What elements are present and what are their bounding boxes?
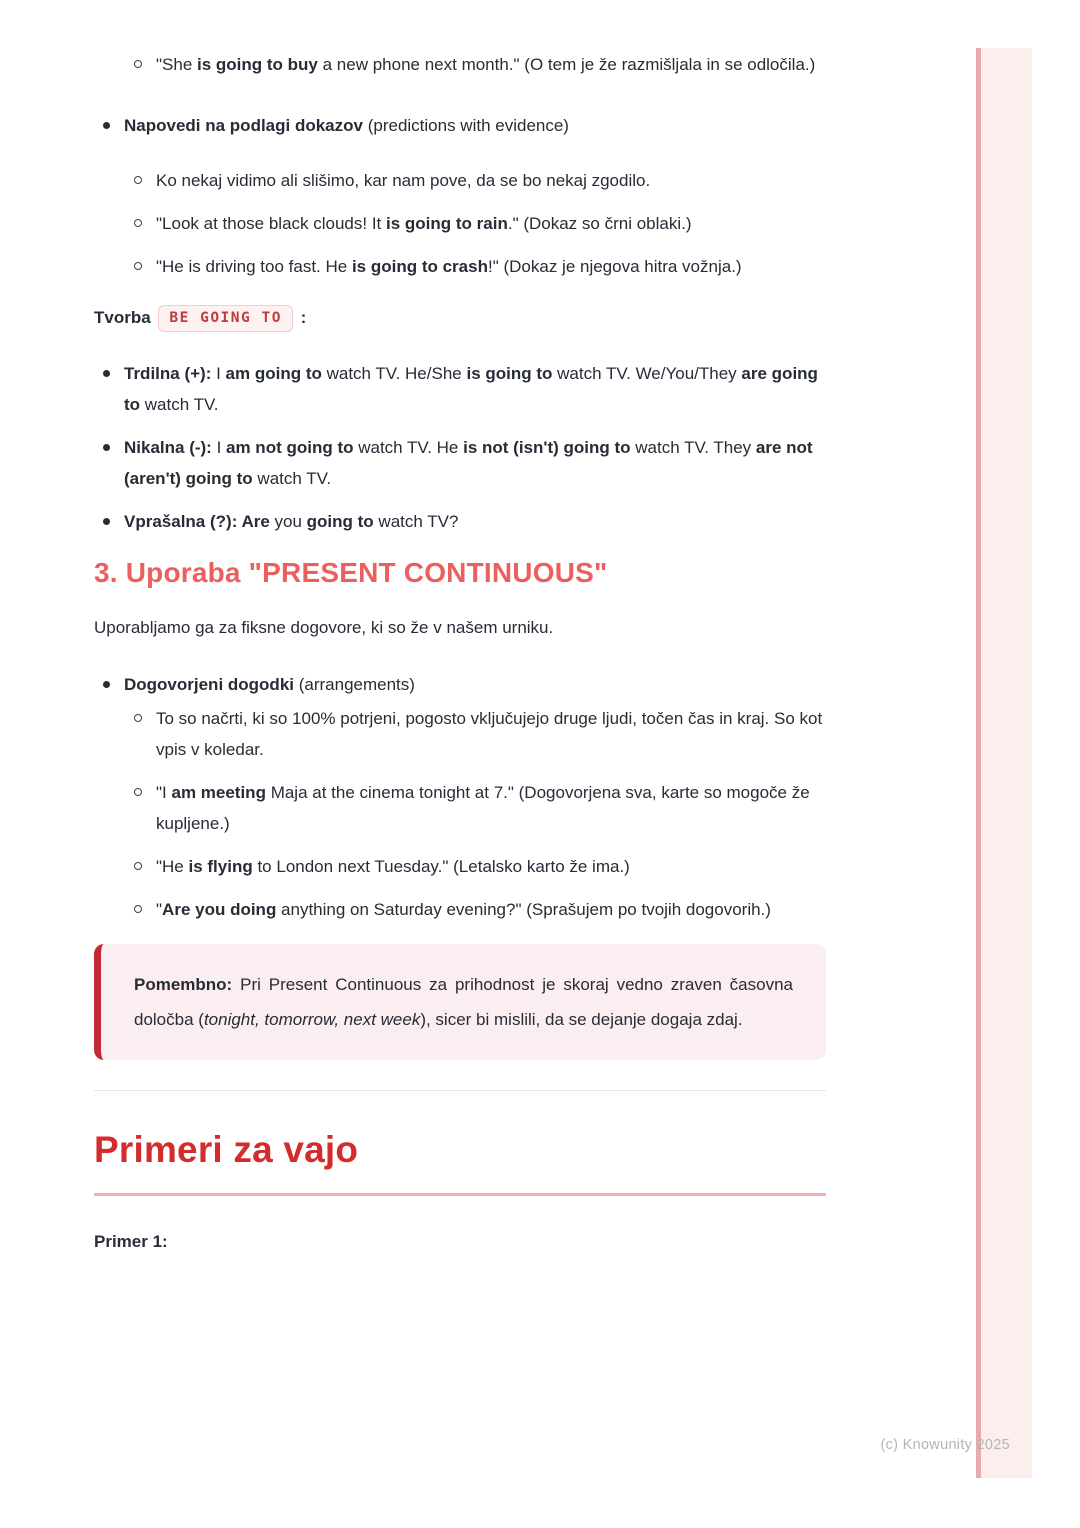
text-segment: : xyxy=(295,308,307,327)
list-item xyxy=(94,777,826,839)
list-item xyxy=(94,49,826,80)
be-going-to-examples-list xyxy=(94,49,826,282)
text-segment: am meeting xyxy=(171,783,266,802)
text-segment: watch TV. He xyxy=(353,438,464,457)
text-segment: are not (aren't) going to xyxy=(124,438,813,488)
list-item xyxy=(94,894,826,925)
text-segment: (arrangements) xyxy=(294,675,415,694)
text-segment: going to xyxy=(306,512,374,531)
text-segment: watch TV. He/She xyxy=(321,364,467,383)
code-chip: BE GOING TO xyxy=(158,305,293,332)
text-segment: (predictions with evidence) xyxy=(362,116,569,135)
text-segment: is going to crash xyxy=(351,257,488,276)
section-divider xyxy=(94,1090,826,1091)
section-3-heading: 3. Uporaba "PRESENT CONTINUOUS" xyxy=(94,557,608,588)
text-segment: Trdilna (+): xyxy=(124,364,212,383)
text-segment: To so načrti, ki so 100% potrjeni, pogosto vključujejo druge ljudi, točen čas in kraj. So kot vpis v koledar. xyxy=(156,709,823,759)
text-segment: Tvorba xyxy=(94,308,156,327)
text-segment: am not going to xyxy=(226,438,354,457)
list-item xyxy=(94,358,826,420)
text-segment: "He xyxy=(156,857,189,876)
text-segment: Dogovorjeni dogodki xyxy=(124,675,294,694)
list-item xyxy=(94,851,826,882)
list-item xyxy=(94,703,826,765)
text-segment: is not (isn't) going to xyxy=(463,438,631,457)
text-segment: is flying xyxy=(188,857,253,876)
text-segment: are going to xyxy=(124,364,818,414)
list-item xyxy=(94,110,826,141)
section-3-intro: Uporabljamo ga za fiksne dogovore, ki so že v našem urniku. xyxy=(94,618,554,637)
copyright-watermark: (c) Knowunity 2025 xyxy=(880,1437,1010,1453)
text-segment: ." (Dokaz so črni oblaki.) xyxy=(507,214,692,233)
text-segment: watch TV. They xyxy=(630,438,756,457)
tvorba-line xyxy=(94,301,826,334)
text-segment: I xyxy=(211,438,227,457)
list-item xyxy=(94,669,826,700)
text-segment: Nikalna (-): xyxy=(124,438,212,457)
text-segment: to London next Tuesday." (Letalsko karto že ima.) xyxy=(252,857,630,876)
list-item xyxy=(94,251,826,282)
next-page-edge xyxy=(976,48,1032,1478)
text-segment: Maja at the cinema tonight at 7." (Dogovorjena sva, karte so mogoče že kupljene.) xyxy=(156,783,810,833)
text-segment: I xyxy=(211,364,226,383)
text-segment: is going to xyxy=(466,364,553,383)
arrangements-list xyxy=(94,669,826,925)
text-segment: is going to buy xyxy=(197,55,318,74)
text-segment: "Look at those black clouds! It xyxy=(156,214,386,233)
text-segment: you xyxy=(269,512,307,531)
text-segment: is going to rain xyxy=(386,214,508,233)
text-segment: " xyxy=(156,900,163,919)
text-segment: Pri Present Continuous za prihodnost je skoraj vedno zraven časovna določba ( xyxy=(134,975,793,1029)
text-segment: Are you doing xyxy=(162,900,277,919)
be-going-to-forms-list xyxy=(94,358,826,537)
document-page xyxy=(94,49,826,1257)
list-item xyxy=(94,432,826,494)
text-segment: am going to xyxy=(225,364,322,383)
practice-heading: Primeri za vajo xyxy=(94,1129,359,1170)
text-segment: !" (Dokaz je njegova hitra vožnja.) xyxy=(487,257,742,276)
text-segment: watch TV. xyxy=(140,395,219,414)
text-segment: watch TV. We/You/They xyxy=(552,364,742,383)
text-segment: "I xyxy=(156,783,172,802)
text-segment: watch TV? xyxy=(373,512,459,531)
text-segment: "She xyxy=(156,55,198,74)
text-segment: Ko nekaj vidimo ali slišimo, kar nam pove, da se bo nekaj zgodilo. xyxy=(156,171,651,190)
text-segment: ), sicer bi mislili, da se dejanje dogaja zdaj. xyxy=(420,1010,743,1029)
text-segment: anything on Saturday evening?" (Sprašujem po tvojih dogovorih.) xyxy=(276,900,771,919)
primer-1-label: Primer 1: xyxy=(94,1232,168,1251)
text-segment: Napovedi na podlagi dokazov xyxy=(124,116,363,135)
callout-text xyxy=(134,967,793,1037)
text-segment: Pomembno: xyxy=(134,975,233,994)
important-callout xyxy=(94,944,826,1060)
text-segment: "He is driving too fast. He xyxy=(156,257,352,276)
list-item xyxy=(94,208,826,239)
text-segment: tonight, tomorrow, next week xyxy=(203,1010,421,1029)
list-item xyxy=(94,506,826,537)
practice-heading-underline xyxy=(94,1193,826,1196)
text-segment: a new phone next month." (O tem je že razmišljala in se odločila.) xyxy=(317,55,816,74)
text-segment: watch TV. xyxy=(252,469,332,488)
list-item xyxy=(94,165,826,196)
text-segment: Vprašalna (?): Are xyxy=(124,512,270,531)
